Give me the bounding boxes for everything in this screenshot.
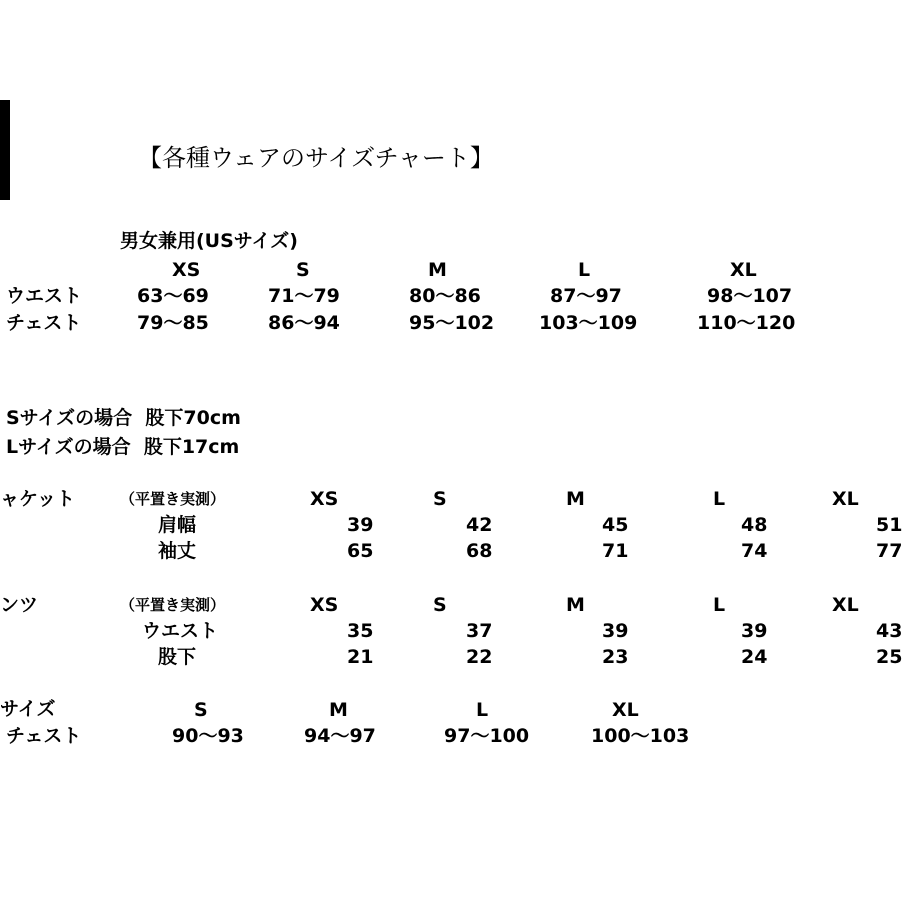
unisex-cell: 80〜86 [409, 285, 481, 307]
jacket-cell: 77 [876, 540, 903, 562]
pants-cell: 39 [602, 620, 629, 642]
tops-row-label-chest: チェスト [6, 725, 82, 747]
unisex-size-s: S [296, 259, 310, 281]
tops-size-s: S [194, 699, 208, 721]
pants-label: ンツ [0, 594, 39, 616]
jacket-size-xs: XS [310, 488, 339, 510]
tops-size-xl: XL [612, 699, 639, 721]
unisex-heading: 男女兼用(USサイズ) [120, 230, 298, 252]
pants-cell: 39 [741, 620, 768, 642]
pants-cell: 21 [347, 646, 374, 668]
pants-measure-note: （平置き実測） [120, 596, 226, 614]
jacket-size-l: L [713, 488, 726, 510]
jacket-cell: 68 [466, 540, 493, 562]
pants-cell: 23 [602, 646, 629, 668]
tops-cell: 97〜100 [444, 725, 530, 747]
jacket-row-label-shoulder: 肩幅 [158, 514, 197, 536]
jacket-size-s: S [433, 488, 447, 510]
unisex-size-l: L [578, 259, 591, 281]
unisex-cell: 63〜69 [137, 285, 209, 307]
tops-label: サイズ [0, 698, 56, 720]
unisex-cell: 86〜94 [268, 312, 340, 334]
jacket-cell: 42 [466, 514, 493, 536]
pants-size-xs: XS [310, 594, 339, 616]
jacket-cell: 48 [741, 514, 768, 536]
unisex-cell: 98〜107 [707, 285, 793, 307]
jacket-cell: 51 [876, 514, 903, 536]
unisex-cell: 95〜102 [409, 312, 495, 334]
jacket-cell: 65 [347, 540, 374, 562]
pants-cell: 22 [466, 646, 493, 668]
unisex-cell: 71〜79 [268, 285, 340, 307]
unisex-row-label-waist: ウエスト [6, 285, 83, 307]
jacket-cell: 39 [347, 514, 374, 536]
tops-size-m: M [329, 699, 348, 721]
jacket-size-xl: XL [832, 488, 859, 510]
pants-size-l: L [713, 594, 726, 616]
unisex-size-xs: XS [172, 259, 201, 281]
page-title: 【各種ウェアのサイズチャート】 [138, 144, 494, 172]
unisex-cell: 110〜120 [697, 312, 796, 334]
tops-cell: 100〜103 [591, 725, 690, 747]
jacket-measure-note: （平置き実測） [120, 490, 226, 508]
black-side-bar [0, 100, 10, 200]
inseam-note-s: Sサイズの場合 股下70cm [6, 407, 241, 429]
pants-size-m: M [566, 594, 585, 616]
inseam-note-l: Lサイズの場合 股下17cm [6, 436, 240, 458]
jacket-cell: 74 [741, 540, 768, 562]
jacket-cell: 71 [602, 540, 629, 562]
pants-cell: 43 [876, 620, 903, 642]
unisex-cell: 79〜85 [137, 312, 209, 334]
unisex-cell: 103〜109 [539, 312, 638, 334]
jacket-size-m: M [566, 488, 585, 510]
tops-size-l: L [476, 699, 489, 721]
pants-size-s: S [433, 594, 447, 616]
pants-row-label-inseam: 股下 [158, 646, 197, 668]
pants-cell: 25 [876, 646, 903, 668]
pants-row-label-waist: ウエスト [142, 620, 219, 642]
pants-cell: 35 [347, 620, 374, 642]
unisex-row-label-chest: チェスト [6, 312, 82, 334]
pants-cell: 37 [466, 620, 493, 642]
unisex-size-m: M [428, 259, 447, 281]
pants-size-xl: XL [832, 594, 859, 616]
jacket-row-label-sleeve: 袖丈 [158, 540, 197, 562]
jacket-cell: 45 [602, 514, 629, 536]
tops-cell: 94〜97 [304, 725, 376, 747]
unisex-cell: 87〜97 [550, 285, 622, 307]
tops-cell: 90〜93 [172, 725, 244, 747]
jacket-label: ャケット [0, 488, 76, 510]
pants-cell: 24 [741, 646, 768, 668]
unisex-size-xl: XL [730, 259, 757, 281]
